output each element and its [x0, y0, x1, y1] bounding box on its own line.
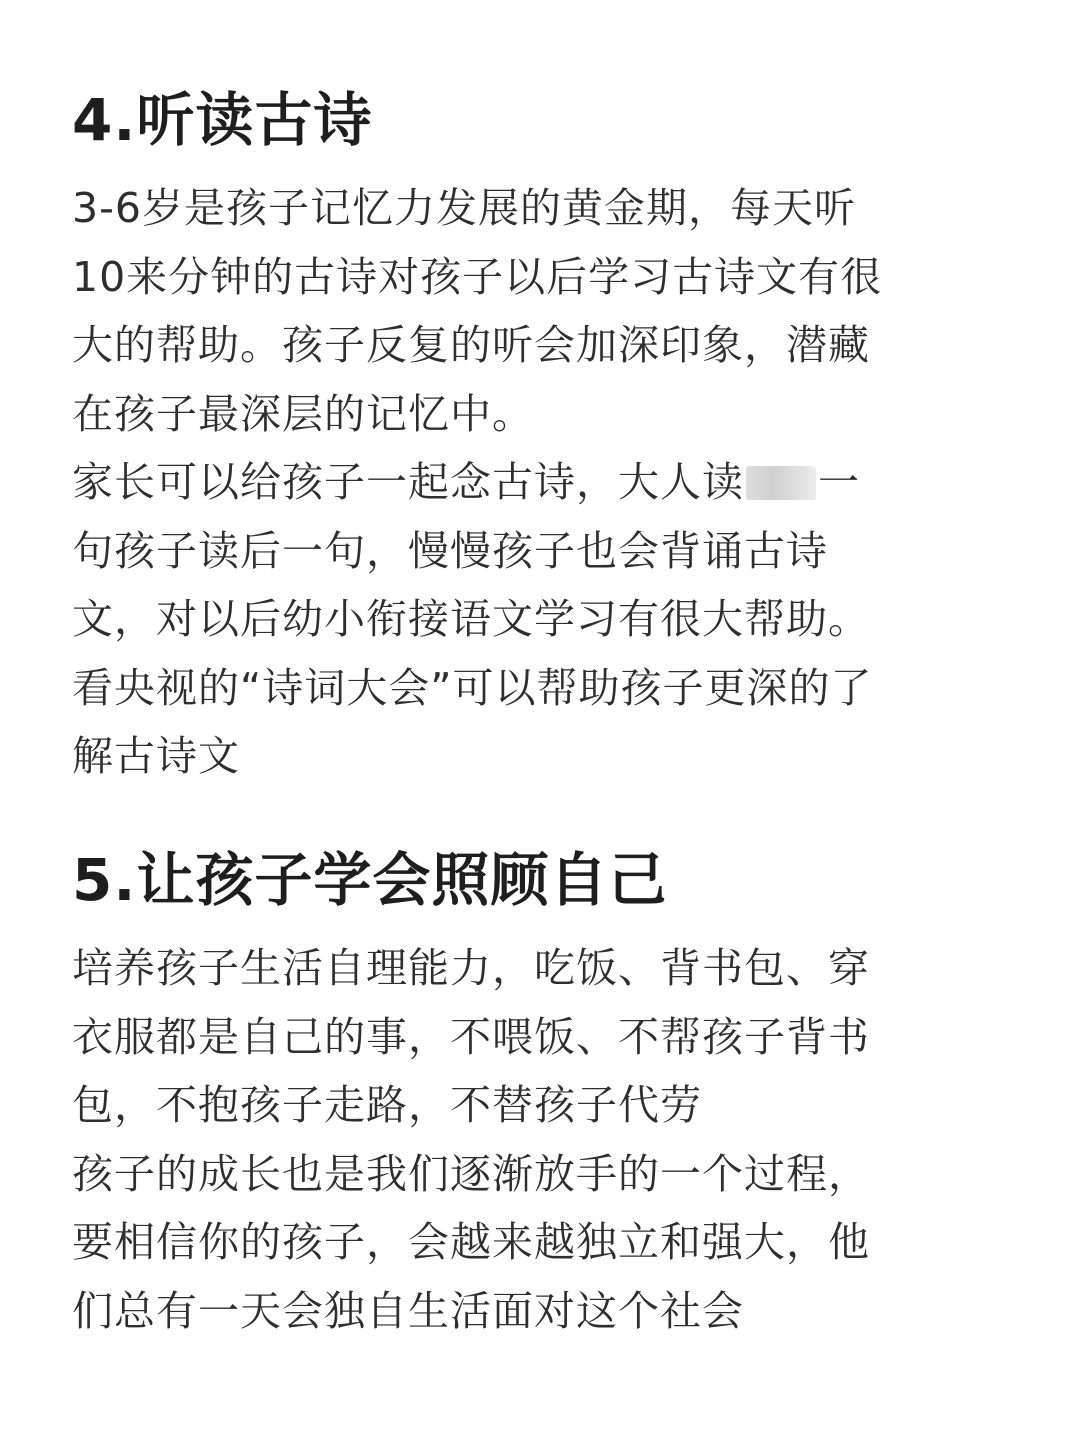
body-line: 包，不抱孩子走路，不替孩子代劳: [72, 1081, 702, 1129]
body-line: 解古诗文: [72, 732, 240, 780]
body-line: 们总有一天会独自生活面对这个社会: [72, 1286, 744, 1335]
body-line: 衣服都是自己的事，不喂饭、不帮孩子背书: [72, 1012, 870, 1061]
body-line: 孩子的成长也是我们逐渐放手的一个过程，: [72, 1149, 870, 1198]
section-self-care: [72, 840, 1012, 1345]
body-line-text: 家长可以给孩子一起念古诗，大人读: [72, 458, 744, 506]
body-line: 3-6岁是孩子记忆力发展的黄金期，每天听: [72, 184, 856, 232]
body-line: 句孩子读后一句，慢慢孩子也会背诵古诗: [72, 526, 828, 575]
body-line: [72, 448, 1012, 517]
body-line: 文，对以后幼小衔接语文学习有很大帮助。: [72, 595, 870, 643]
body-line: 在孩子最深层的记忆中。: [72, 389, 534, 438]
section-heading: 5.让孩子学会照顾自己: [72, 846, 668, 914]
section-body: [72, 934, 1012, 1345]
section-heading: 4.听读古诗: [72, 86, 373, 154]
body-line-text: 一: [818, 458, 860, 506]
body-line: 要相信你的孩子，会越来越独立和强大，他: [72, 1218, 870, 1266]
body-line: 10来分钟的古诗对孩子以后学习古诗文有很: [72, 252, 883, 301]
body-line: 看央视的“诗词大会”可以帮助孩子更深的了: [72, 663, 873, 712]
body-line: 大的帮助。孩子反复的听会加深印象，潜藏: [72, 321, 870, 369]
body-line: 培养孩子生活自理能力，吃饭、背书包、穿: [72, 944, 870, 992]
section-listen-poems: [72, 80, 1012, 791]
section-body: [72, 174, 1012, 791]
blurred-text-smudge: [746, 466, 816, 500]
